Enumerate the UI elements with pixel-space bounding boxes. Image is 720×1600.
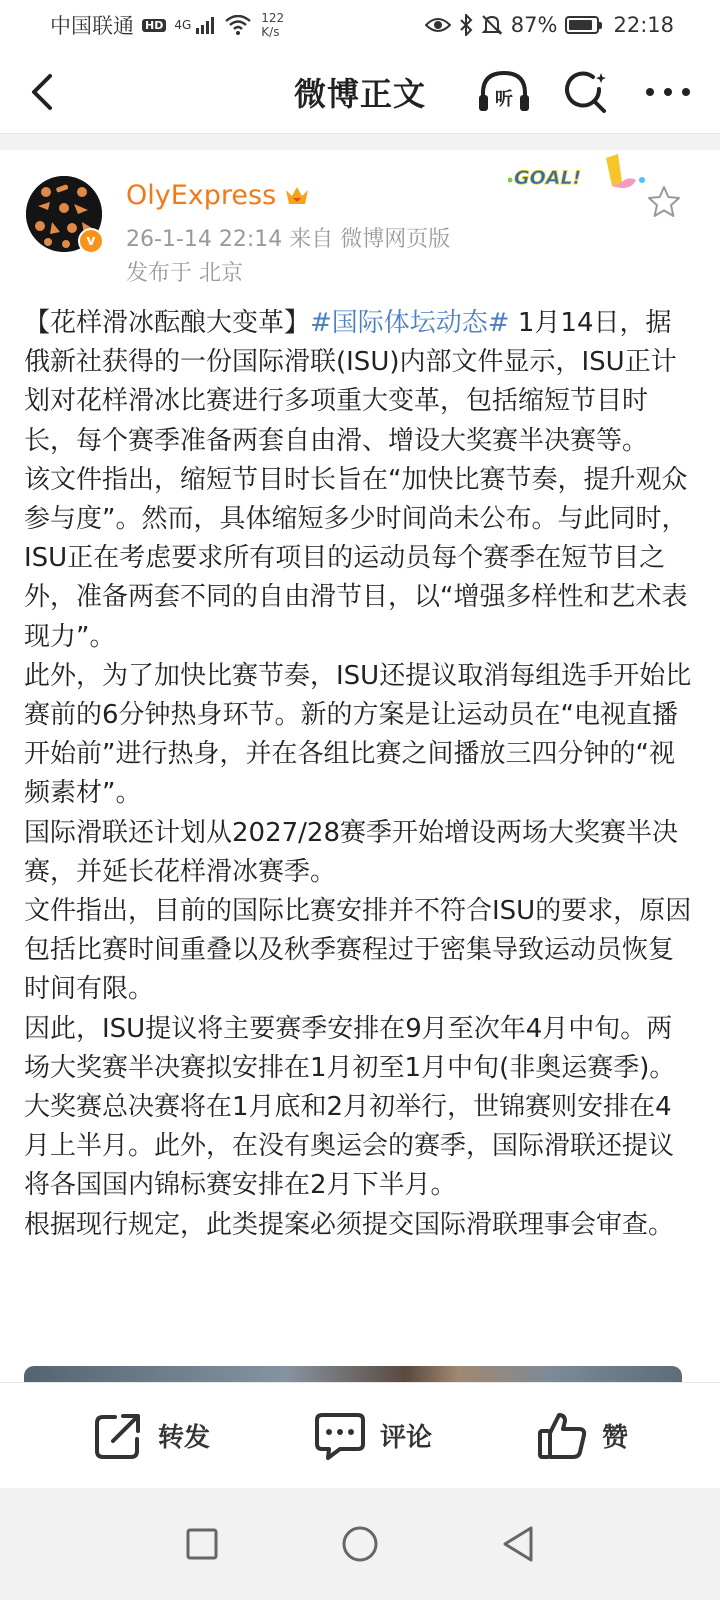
goal-decoration-icon [508, 152, 658, 202]
repost-button[interactable] [92, 1410, 210, 1462]
repost-icon-wrap [92, 1410, 144, 1462]
speed-unit: K/s [261, 25, 280, 39]
back-icon [24, 70, 64, 114]
post-title-bracket: 【花样滑冰酝酿大变革】 [24, 308, 311, 338]
like-label: 赞 [601, 1423, 628, 1453]
weibo-post [0, 150, 720, 1382]
comment-label: 评论 [379, 1423, 432, 1453]
status-right [425, 13, 674, 37]
member-crown-icon [284, 184, 310, 208]
post-paragraph: 此外，为了加快比赛节奏，ISU还提议取消每组选手开始比赛前的6分钟热身环节。新的方案是让运动员在“电视直播开始前”进行热身，并在各组比赛之间播放三四分钟的“视频素材”。 [24, 660, 692, 809]
nav-actions [476, 68, 696, 116]
speed-value: 122 [261, 11, 285, 25]
recent-apps-button[interactable] [182, 1524, 222, 1564]
section-divider [0, 134, 720, 150]
network-label: 4G [174, 18, 192, 32]
verified-badge-icon: v [78, 228, 104, 254]
system-back-button[interactable] [498, 1524, 538, 1564]
wifi-icon [225, 15, 251, 35]
hashtag-link[interactable]: #国际体坛动态# [310, 308, 510, 338]
post-paragraph: 文件指出，目前的国际比赛安排并不符合ISU的要求，原因包括比赛时间重叠以及秋季赛程过于密集导致运动员恢复时间有限。 [24, 896, 692, 1005]
post-text: 1月14日，据俄新社获得的一份国际滑联(ISU)内部文件显示，ISU正计划对花样滑冰比赛进行多项重大变革，包括缩短节目时长，每个赛季准备两套自由滑、增设大奖赛半决赛等。 [24, 308, 677, 456]
goal-text: GOAL! [514, 167, 582, 189]
like-icon [537, 1411, 587, 1461]
back-button[interactable] [24, 70, 64, 114]
listen-label: 听 [495, 89, 513, 110]
listen-button[interactable] [476, 68, 532, 116]
headphones-icon [477, 69, 531, 115]
triangle-back-icon [501, 1525, 535, 1563]
page-title: 微博正文 [293, 74, 426, 113]
post-body [24, 304, 696, 1245]
square-icon [185, 1527, 219, 1561]
status-left [50, 10, 284, 40]
comment-icon-wrap [314, 1410, 366, 1462]
post-paragraph: 该文件指出，缩短节目时长旨在“加快比赛节奏，提升观众参与度”。然而，具体缩短多少时间尚未公布。与此同时，ISU正在考虑要求所有项目的运动员每个赛季在短节目之外，准备两套不同的自由滑节目，以“增强多样性和艺术表现力”。 [24, 464, 688, 652]
system-navigation-bar [0, 1488, 720, 1600]
repost-label: 转发 [157, 1423, 210, 1453]
author-header [0, 150, 720, 290]
post-image-preview[interactable] [24, 1366, 682, 1382]
clock: 22:18 [613, 13, 674, 37]
post-paragraph: 国际滑联还计划从2027/28赛季开始增设两场大奖赛半决赛，并延长花样滑冰赛季。 [24, 817, 679, 887]
hd-badge: HD [142, 19, 166, 32]
battery-fill [569, 20, 592, 30]
status-bar [0, 0, 720, 50]
search-button[interactable] [558, 68, 614, 116]
mute-bell-icon [481, 14, 503, 36]
author-name-row[interactable] [126, 180, 310, 211]
like-icon-wrap [536, 1410, 588, 1462]
signal-icon [195, 16, 217, 34]
post-action-bar [0, 1382, 720, 1488]
home-button[interactable] [340, 1524, 380, 1564]
post-paragraph [24, 304, 696, 461]
more-icon [645, 86, 691, 98]
post-time-source: 26-1-14 22:14 来自 微博网页版 [126, 227, 451, 252]
comment-button[interactable] [314, 1410, 432, 1462]
post-paragraph: 因此，ISU提议将主要赛季安排在9月至次年4月中旬。两场大奖赛半决赛拟安排在1月初至1月中旬(非奥运赛季)。大奖赛总决赛将在1月底和2月初举行，世锦赛则安排在4月上半月。此外，在没有奥运会的赛季，国际滑联还提议将各国国内锦标赛安排在2月下半月。 [24, 1013, 676, 1201]
like-button[interactable] [536, 1410, 628, 1462]
top-nav-bar [0, 50, 720, 134]
battery-icon [565, 16, 599, 34]
battery-percent: 87% [510, 13, 558, 37]
star-icon[interactable] [646, 184, 682, 220]
repost-icon [93, 1411, 143, 1461]
circle-icon [341, 1525, 379, 1563]
post-paragraph: 根据现行规定，此类提案必须提交国际滑联理事会审查。 [24, 1209, 675, 1240]
comment-icon [314, 1411, 366, 1461]
eye-icon [425, 16, 451, 34]
more-button[interactable] [640, 68, 696, 116]
search-icon [563, 69, 609, 115]
carrier-label: 中国联通 [50, 14, 134, 38]
post-location: 发布于 北京 [126, 261, 243, 286]
bluetooth-icon [459, 14, 473, 36]
network-speed [261, 11, 284, 39]
author-name: OlyExpress [126, 180, 277, 211]
